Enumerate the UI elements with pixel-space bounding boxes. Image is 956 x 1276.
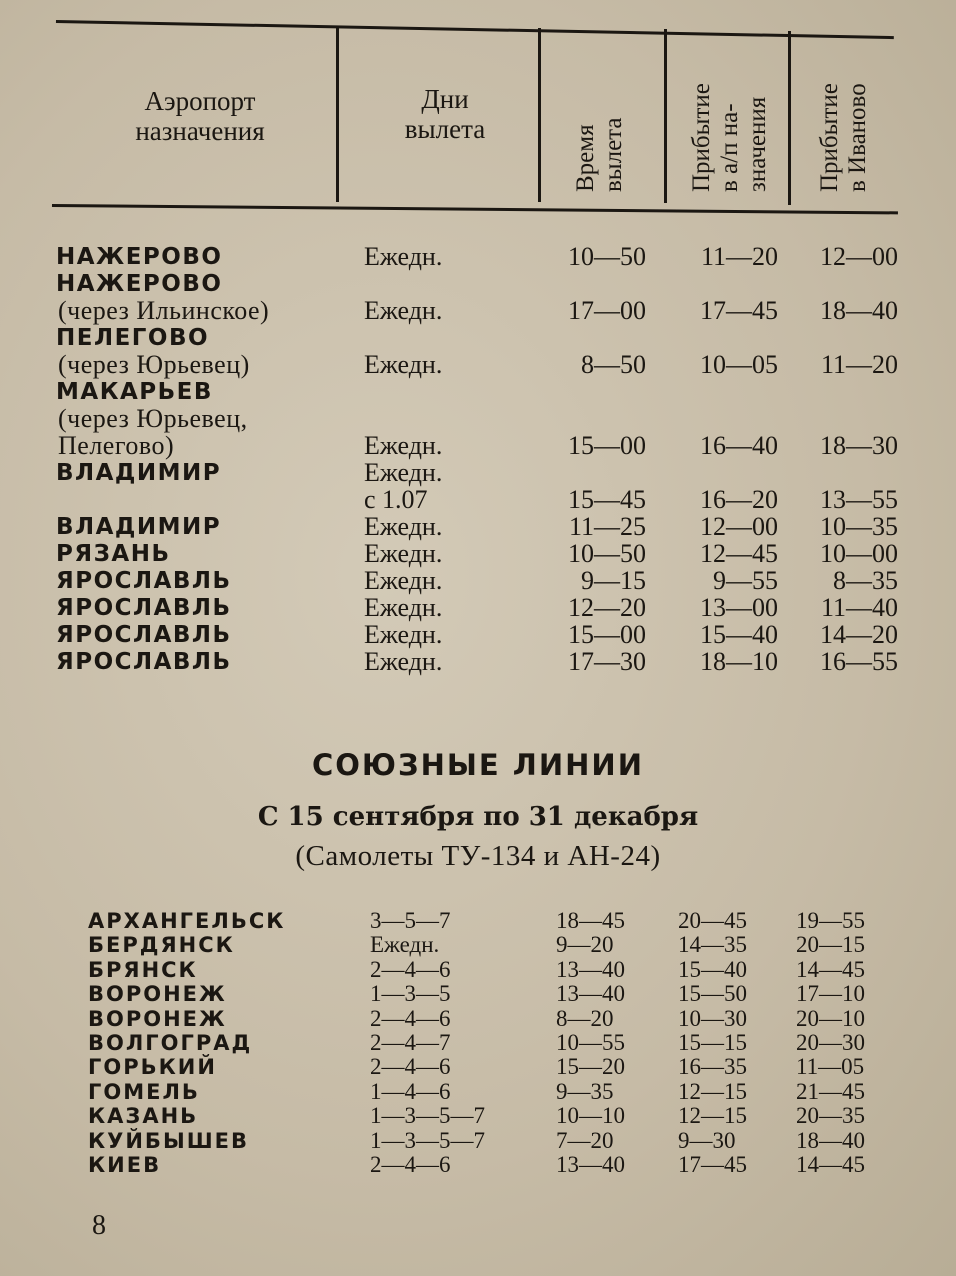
arrival-ivanovo-time: 11—20 xyxy=(820,350,898,379)
local-times-row xyxy=(0,593,956,623)
departure-time: 17—30 xyxy=(568,647,646,676)
arrival-destination-time: 15—15 xyxy=(678,1030,747,1055)
arrival-destination-time: 11—20 xyxy=(700,242,778,271)
header-divider-3 xyxy=(664,29,667,203)
flight-days: 1—3—5 xyxy=(370,981,451,1007)
arrival-destination-time: 15—50 xyxy=(678,981,747,1007)
flight-days: Ежедн. xyxy=(364,647,443,676)
arrival-ivanovo-time: 18—40 xyxy=(820,296,898,325)
destination-city: ЯРОСЛАВЛЬ xyxy=(56,649,232,675)
flight-days: Ежедн. xyxy=(364,539,443,568)
flight-days: Ежедн. xyxy=(364,296,443,325)
destination-city: КИЕВ xyxy=(88,1153,162,1177)
departure-time: 9—20 xyxy=(556,932,614,958)
departure-time: 11—25 xyxy=(568,512,646,541)
departure-time: 9—15 xyxy=(581,566,646,595)
destination-city: НАЖЕРОВО xyxy=(56,271,223,297)
arrival-ivanovo-time: 20—30 xyxy=(796,1030,865,1055)
header-days: Дни вылета xyxy=(404,84,486,144)
arrival-ivanovo-time: 21—45 xyxy=(796,1078,865,1104)
arrival-destination-time: 18—10 xyxy=(700,647,778,676)
arrival-destination-time: 20—45 xyxy=(678,908,747,933)
arrival-destination-time: 13—00 xyxy=(700,593,778,622)
flight-days: 3—5—7 xyxy=(370,908,451,933)
arrival-destination-time: 15—40 xyxy=(678,956,747,982)
local-row-line xyxy=(0,377,956,407)
destination-city: КАЗАНЬ xyxy=(88,1104,199,1129)
flight-days: Ежедн. xyxy=(364,431,443,460)
local-times-row xyxy=(0,566,956,596)
arrival-destination-time: 12—15 xyxy=(678,1103,747,1129)
departure-time: 10—10 xyxy=(556,1103,625,1129)
union-row xyxy=(0,1030,956,1056)
arrival-destination-time: 17—45 xyxy=(678,1152,747,1177)
destination-city: РЯЗАНЬ xyxy=(56,541,171,567)
destination-city: ЯРОСЛАВЛЬ xyxy=(56,595,232,621)
arrival-destination-time: 17—45 xyxy=(700,296,778,325)
destination-city: БЕРДЯНСК xyxy=(88,933,235,958)
flight-days: Ежедн. xyxy=(364,593,443,622)
flight-days: Ежедн. xyxy=(370,932,440,958)
flight-days: 1—4—6 xyxy=(370,1078,451,1104)
departure-time: 15—45 xyxy=(568,485,646,514)
route-note: (через Ильинское) xyxy=(58,296,270,325)
arrival-ivanovo-time: 19—55 xyxy=(796,908,865,933)
local-times-row xyxy=(0,539,956,569)
union-row xyxy=(0,1103,956,1129)
arrival-destination-time: 9—30 xyxy=(678,1127,736,1153)
arrival-ivanovo-time: 10—00 xyxy=(820,539,898,568)
arrival-ivanovo-time: 11—40 xyxy=(820,593,898,622)
local-row-line xyxy=(0,404,956,434)
route-note: Пелегово) xyxy=(58,431,175,460)
departure-time: 8—20 xyxy=(556,1005,614,1031)
flight-days: 1—3—5—7 xyxy=(370,1103,485,1129)
header-bottom-rule xyxy=(52,204,898,214)
departure-time: 15—20 xyxy=(556,1054,625,1080)
departure-time: 12—20 xyxy=(568,593,646,622)
departure-time: 13—40 xyxy=(556,1152,625,1177)
header-top-rule xyxy=(56,20,894,39)
destination-city: ВОЛГОГРАД xyxy=(88,1031,253,1055)
union-row xyxy=(0,1006,956,1032)
arrival-ivanovo-time: 11—05 xyxy=(796,1054,865,1080)
arrival-destination-time: 12—15 xyxy=(678,1078,747,1104)
route-note: (через Юрьевец, xyxy=(58,404,248,433)
header-divider-4 xyxy=(788,31,791,205)
arrival-ivanovo-time: 14—20 xyxy=(820,620,898,649)
union-row xyxy=(0,1128,956,1154)
arrival-ivanovo-time: 20—35 xyxy=(796,1103,865,1129)
arrival-ivanovo-time: 17—10 xyxy=(796,981,865,1007)
departure-time: 10—55 xyxy=(556,1030,625,1055)
flight-days: 1—3—5—7 xyxy=(370,1127,485,1153)
arrival-ivanovo-time: 20—10 xyxy=(796,1005,865,1031)
departure-time: 15—00 xyxy=(568,620,646,649)
destination-city: ВЛАДИМИР xyxy=(56,460,222,486)
arrival-ivanovo-time: 14—45 xyxy=(796,956,865,982)
union-row xyxy=(0,981,956,1007)
arrival-destination-time: 16—20 xyxy=(700,485,778,514)
arrival-destination-time: 9—55 xyxy=(713,566,778,595)
header-divider-2 xyxy=(538,28,541,202)
arrival-ivanovo-time: 20—15 xyxy=(796,932,865,958)
flight-days: 2—4—6 xyxy=(370,1005,451,1031)
destination-city: БРЯНСК xyxy=(88,957,198,982)
destination-city: ПЕЛЕГОВО xyxy=(56,325,210,351)
route-note: (через Юрьевец) xyxy=(58,350,250,379)
destination-city: ЯРОСЛАВЛЬ xyxy=(56,622,232,648)
destination-city: ЯРОСЛАВЛЬ xyxy=(56,568,232,594)
arrival-destination-time: 12—00 xyxy=(700,512,778,541)
arrival-destination-time: 10—30 xyxy=(678,1005,747,1031)
local-times-row xyxy=(0,512,956,542)
local-times-row xyxy=(0,242,956,272)
departure-time: 8—50 xyxy=(581,350,646,379)
flight-days: 2—4—6 xyxy=(370,956,451,982)
union-period: С 15 сентября по 31 декабря xyxy=(257,802,699,832)
departure-time: 9—35 xyxy=(556,1078,614,1104)
header-arrival-dest: Прибытие в а/п на- значения xyxy=(688,83,771,192)
arrival-ivanovo-time: 14—45 xyxy=(796,1152,865,1177)
destination-city: ГОРЬКИЙ xyxy=(88,1055,217,1080)
destination-city: ВОРОНЕЖ xyxy=(88,1006,227,1031)
arrival-ivanovo-time: 13—55 xyxy=(820,485,898,514)
local-days-line xyxy=(0,458,956,488)
destination-city: ВОРОНЕЖ xyxy=(88,982,227,1007)
departure-time: 18—45 xyxy=(556,908,625,933)
union-title: СОЮЗНЫЕ ЛИНИИ xyxy=(312,748,644,782)
local-times-row xyxy=(0,350,956,380)
destination-city: ГОМЕЛЬ xyxy=(88,1079,200,1104)
flight-days: Ежедн. xyxy=(364,566,443,595)
header-divider-1 xyxy=(336,26,339,202)
departure-time: 13—40 xyxy=(556,956,625,982)
arrival-ivanovo-time: 12—00 xyxy=(820,242,898,271)
destination-city: КУЙБЫШЕВ xyxy=(88,1128,249,1153)
local-times-row xyxy=(0,296,956,326)
departure-time: 10—50 xyxy=(568,242,646,271)
local-row-line xyxy=(0,269,956,299)
header-departure: Время вылета xyxy=(572,117,627,192)
destination-city: МАКАРЬЕВ xyxy=(56,379,213,405)
arrival-destination-time: 14—35 xyxy=(678,932,747,958)
destination-city: НАЖЕРОВО xyxy=(56,244,223,270)
flight-days: Ежедн. xyxy=(364,458,443,487)
departure-time: 10—50 xyxy=(568,539,646,568)
arrival-destination-time: 16—35 xyxy=(678,1054,747,1080)
arrival-ivanovo-time: 8—35 xyxy=(833,566,898,595)
flight-days: Ежедн. xyxy=(364,512,443,541)
union-row xyxy=(0,1079,956,1105)
flight-days: Ежедн. xyxy=(364,350,443,379)
arrival-destination-time: 10—05 xyxy=(700,350,778,379)
arrival-ivanovo-time: 18—40 xyxy=(796,1127,865,1153)
union-row xyxy=(0,1152,956,1178)
arrival-destination-time: 16—40 xyxy=(700,431,778,460)
departure-time: 13—40 xyxy=(556,981,625,1007)
union-row xyxy=(0,932,956,958)
arrival-destination-time: 12—45 xyxy=(700,539,778,568)
flight-days: Ежедн. xyxy=(364,620,443,649)
header-arrival-ivanovo: Прибытие в Иваново xyxy=(816,83,871,192)
arrival-ivanovo-time: 10—35 xyxy=(820,512,898,541)
union-aircraft: (Самолеты ТУ-134 и АН-24) xyxy=(295,840,661,872)
local-times-row xyxy=(0,431,956,461)
local-times-row xyxy=(0,485,956,515)
header-airport: Аэропорт назначения xyxy=(135,86,265,146)
departure-time: 15—00 xyxy=(568,431,646,460)
union-row xyxy=(0,1054,956,1080)
destination-city: ВЛАДИМИР xyxy=(56,514,222,540)
flight-days: Ежедн. xyxy=(364,242,443,271)
union-row xyxy=(0,957,956,983)
arrival-ivanovo-time: 16—55 xyxy=(820,647,898,676)
departure-time: 7—20 xyxy=(556,1127,614,1153)
destination-city: АРХАНГЕЛЬСК xyxy=(88,909,286,933)
local-times-row xyxy=(0,647,956,677)
departure-time: 17—00 xyxy=(568,296,646,325)
union-row xyxy=(0,908,956,934)
flight-days: 2—4—6 xyxy=(370,1054,451,1080)
arrival-ivanovo-time: 18—30 xyxy=(820,431,898,460)
flight-days: 2—4—6 xyxy=(370,1152,451,1177)
flight-days: с 1.07 xyxy=(364,485,428,514)
local-row-line xyxy=(0,323,956,353)
flight-days: 2—4—7 xyxy=(370,1030,451,1055)
page-number: 8 xyxy=(92,1210,106,1241)
local-times-row xyxy=(0,620,956,650)
arrival-destination-time: 15—40 xyxy=(700,620,778,649)
